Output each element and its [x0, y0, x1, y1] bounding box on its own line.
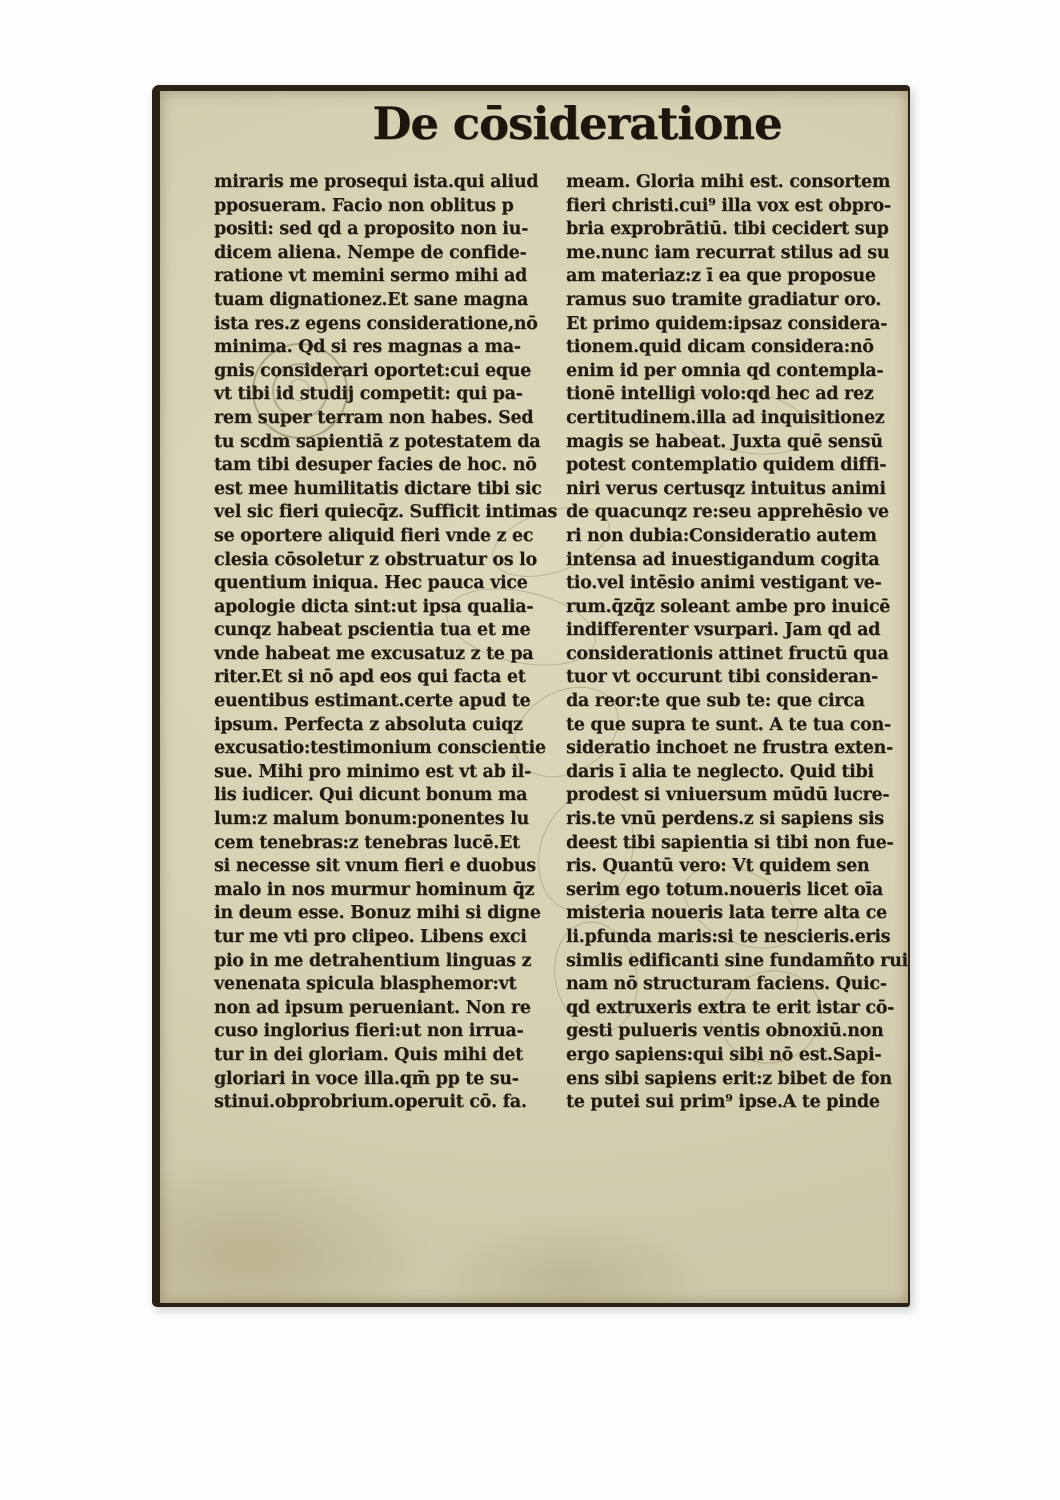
text-line: venenata spicula blasphemor:vt [214, 974, 517, 995]
text-line: tio.vel intēsio animi vestigant ve- [566, 573, 882, 594]
text-line: tur in dei gloriam. Quis mihi det [214, 1044, 523, 1065]
text-line: ris. Quantū vero: Vt quidem sen [566, 856, 870, 877]
text-line: cuso inglorius fieri:ut non irrua- [214, 1021, 524, 1042]
text-line: da reor:te que sub te: que circa [566, 691, 865, 712]
text-line: ista res.z egens consideratione,nō [214, 313, 538, 334]
text-line: euentibus estimant.certe apud te [214, 691, 531, 712]
book-page [152, 85, 910, 1307]
text-line: tionē intelligi volo:qd hec ad rez [566, 384, 874, 405]
text-line: deest tibi sapientia si tibi non fue- [566, 832, 894, 853]
text-line: cem tenebras:z tenebras lucē.Et [214, 832, 520, 853]
text-line: minima. Qd si res magnas a ma- [214, 337, 521, 358]
text-line: in deum esse. Bonuz mihi si digne [214, 903, 541, 924]
text-line: vt tibi id studij competit: qui pa- [214, 384, 523, 405]
text-line: lum:z malum bonum:ponentes lu [214, 809, 529, 830]
text-column-left [214, 171, 556, 1115]
text-line: misteria noueris lata terre alta ce [566, 903, 887, 924]
text-line: prodest si vniuersum mūdū lucre- [566, 785, 890, 806]
text-line: stinui.obprobrium.operuit cō. fa. [214, 1092, 527, 1113]
text-line: non ad ipsum perueniant. Non re [214, 997, 531, 1018]
text-line: miraris me prosequi ista.qui aliud [214, 172, 539, 192]
text-line: enim id per omnia qd contempla- [566, 360, 884, 381]
text-line: cunqz habeat pscientia tua et me [214, 620, 531, 641]
text-line: sideratio inchoet ne frustra exten- [566, 738, 893, 759]
text-line: qd extruxeris extra te erit istar cō- [566, 997, 895, 1018]
text-line: ris.te vnū perdens.z si sapiens sis [566, 809, 884, 830]
text-line: me.nunc iam recurrat stilus ad su [566, 242, 890, 263]
text-line: am materiaz:z ī ea que proposue [566, 266, 876, 287]
text-line: li.pfunda maris:si te nescieris.eris [566, 927, 891, 947]
text-line: ens sibi sapiens erit:z bibet de fon [566, 1068, 892, 1089]
text-line: pio in me detrahentium linguas z [214, 950, 532, 971]
text-line: intensa ad inuestigandum cogita [566, 549, 880, 570]
text-line: ratione vt memini sermo mihi ad [214, 266, 527, 287]
text-line: potest contemplatio quidem diffi- [566, 455, 887, 476]
text-line: gloriari in voce illa.qm̄ pp te su- [214, 1068, 519, 1089]
text-line: gnis considerari oportet:cui eque [214, 360, 532, 381]
text-line: ergo sapiens:qui sibi nō est.Sapi- [566, 1044, 882, 1065]
text-line: tionem.quid dicam considera:nō [566, 337, 874, 358]
text-line: pposueram. Facio non oblitus p [214, 195, 514, 216]
text-line: te que supra te sunt. A te tua con- [566, 714, 891, 735]
text-block [214, 171, 908, 1115]
text-line: riter.Et si nō apd eos qui facta et [214, 667, 526, 688]
text-line: Et primo quidem:ipsaz considera- [566, 313, 888, 334]
text-line: serim ego totum.noueris licet oīa [566, 879, 883, 900]
text-line: te putei sui prim⁹ ipse.A te pinde [566, 1092, 880, 1113]
text-line: bria exprobrātiū. tibi cecidert sup [566, 219, 889, 240]
text-line: magis se habeat. Juxta quē sensū [566, 431, 883, 452]
text-line: positi: sed qd a proposito non iu- [214, 219, 529, 240]
text-line: daris ī alia te neglecto. Quid tibi [566, 761, 874, 782]
text-line: rum.q̄zq̄z soleant ambe pro inuicē [566, 596, 891, 617]
text-line: gesti pulueris ventis obnoxiū.non [566, 1021, 884, 1042]
text-line: quentium iniqua. Hec pauca vice [214, 573, 528, 594]
text-line: clesia cōsoletur z obstruatur os lo [214, 549, 537, 570]
text-line: de quacunqz re:seu apprehēsio ve [566, 502, 889, 523]
text-line: lis iudicer. Qui dicunt bonum ma [214, 785, 528, 806]
text-line: rem super terram non habes. Sed [214, 407, 534, 428]
text-line: tur me vti pro clipeo. Libens exci [214, 927, 527, 947]
text-line: niri verus certusqz intuitus animi [566, 478, 886, 499]
text-line: indifferenter vsurpari. Jam qd ad [566, 620, 881, 641]
text-line: vnde habeat me excusatuz z te pa [214, 643, 534, 664]
text-line: malo in nos murmur hominum q̄z [214, 879, 535, 900]
text-line: tu scdm sapientiā z potestatem da [214, 431, 541, 452]
text-line: considerationis attinet fructū qua [566, 643, 889, 664]
text-line: vel sic fieri quiecq̄z. Sufficit intimas [214, 502, 557, 523]
page-title: De cōsideratione [372, 97, 782, 150]
text-column-right [566, 171, 908, 1115]
text-line: tuor vt occurunt tibi consideran- [566, 667, 878, 688]
text-line: apologie dicta sint:ut ipsa qualia- [214, 596, 534, 617]
text-line: si necesse sit vnum fieri e duobus [214, 856, 536, 877]
text-line: simlis edificanti sine fundamñto rui [566, 950, 908, 971]
text-line: certitudinem.illa ad inquisitionez [566, 407, 885, 428]
text-line: meam. Gloria mihi est. consortem [566, 172, 891, 192]
text-line: fieri christi.cui⁹ illa vox est obpro- [566, 195, 891, 216]
text-line: ramus suo tramite gradiatur oro. [566, 289, 882, 310]
text-line: excusatio:testimonium conscientie [214, 738, 546, 759]
text-line: ri non dubia:Consideratio autem [566, 525, 877, 546]
text-line: tam tibi desuper facies de hoc. nō [214, 455, 537, 476]
text-line: se oportere aliquid fieri vnde z ec [214, 525, 534, 546]
text-line: nam nō structuram faciens. Quic- [566, 974, 887, 995]
text-line: sue. Mihi pro minimo est vt ab il- [214, 761, 531, 782]
text-line: dicem aliena. Nempe de confide- [214, 242, 527, 263]
text-line: ipsum. Perfecta z absoluta cuiqz [214, 714, 523, 735]
text-line: est mee humilitatis dictare tibi sic [214, 478, 542, 499]
text-line: tuam dignationez.Et sane magna [214, 289, 529, 310]
